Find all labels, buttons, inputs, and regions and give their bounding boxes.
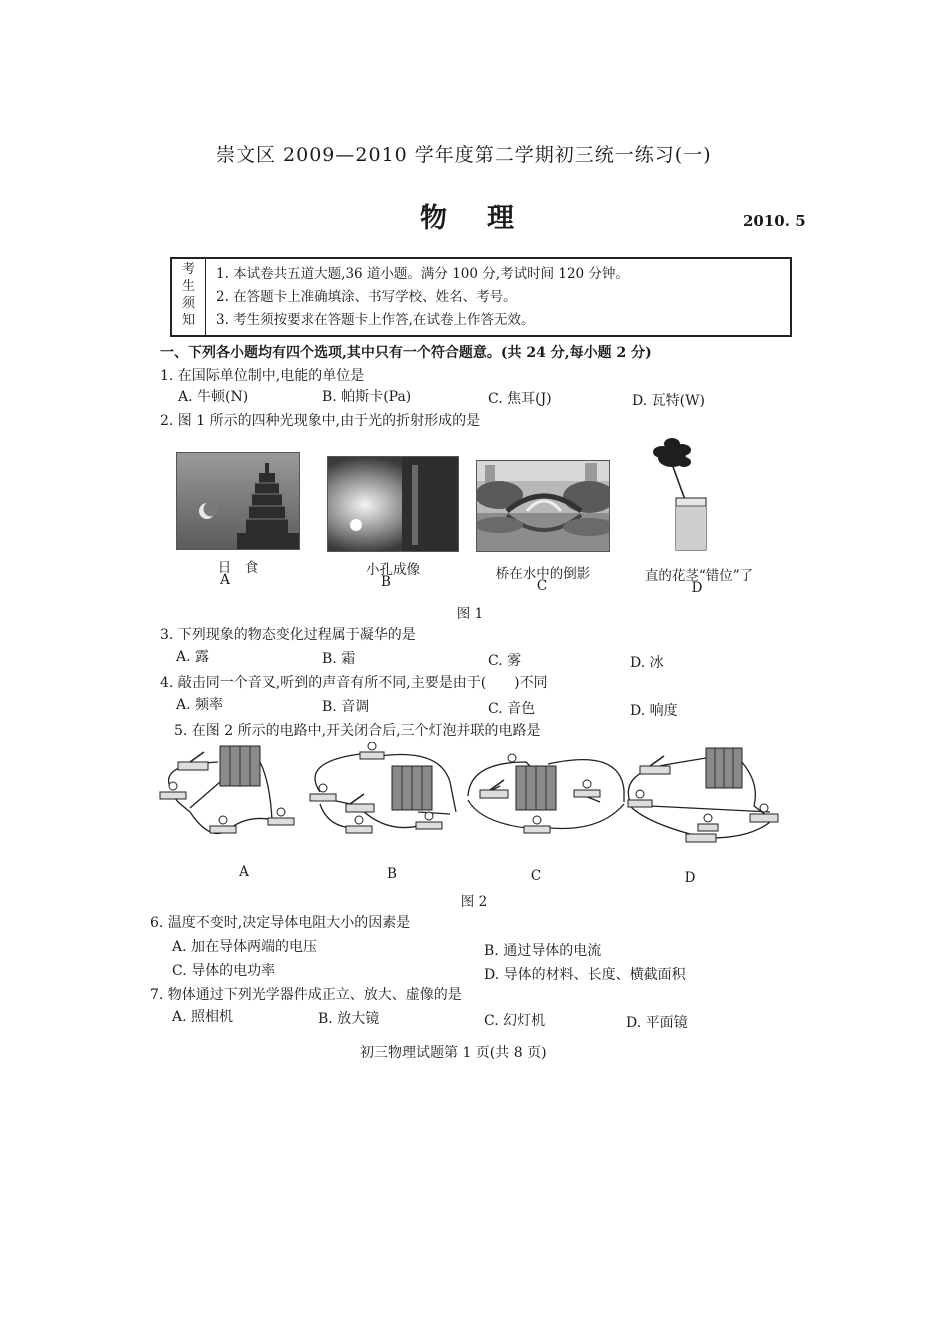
question-6-stem: 6. 温度不变时,决定导体电阻大小的因素是 (150, 915, 411, 931)
q3-option-b: B. 霜 (322, 651, 356, 667)
notice-item: 3. 考生须按要求在答题卡上作答,在试卷上作答无效。 (216, 312, 535, 328)
question-1-stem: 1. 在国际单位制中,电能的单位是 (160, 368, 365, 384)
question-5-stem: 5. 在图 2 所示的电路中,开关闭合后,三个灯泡并联的电路是 (174, 723, 541, 739)
caption-c: 桥在水中的倒影 (495, 566, 591, 582)
question-4-stem: 4. 敲击同一个音叉,听到的声音有所不同,主要是由于( )不同 (160, 675, 548, 691)
notice-item: 1. 本试卷共五道大题,36 道小题。满分 100 分,考试时间 120 分钟。 (216, 266, 629, 282)
exam-date: 2010. 5 (743, 212, 806, 230)
figure-2-circuits (150, 742, 790, 862)
circuit-letter-b: B (387, 866, 397, 882)
notice-items (216, 263, 629, 332)
photo-bridge-reflection (476, 460, 610, 552)
q1-option-c: C. 焦耳(J) (488, 391, 552, 407)
question-3-stem: 3. 下列现象的物态变化过程属于凝华的是 (160, 627, 416, 643)
circuit-letter-d: D (684, 870, 696, 886)
q3-option-a: A. 露 (176, 649, 210, 665)
q6-option-d: D. 导体的材料、长度、横截面积 (484, 967, 686, 983)
q1-option-d: D. 瓦特(W) (632, 393, 705, 409)
caption-b: 小孔成像 (366, 562, 420, 578)
letter-a: A (220, 572, 230, 588)
figure-2-label: 图 2 (460, 894, 488, 910)
page-footer: 初三物理试题第 1 页(共 8 页) (360, 1045, 547, 1061)
notice-label-char: 须 (181, 296, 195, 311)
caption-a: 日 食 (217, 560, 259, 576)
letter-b: B (381, 574, 391, 590)
notice-label-char: 生 (181, 279, 195, 294)
caption-d: 直的花茎“错位”了 (644, 568, 754, 584)
section-heading: 一、下列各小题均有四个选项,其中只有一个符合题意。(共 24 分,每小题 2 分) (160, 345, 652, 361)
notice-box (170, 257, 792, 337)
question-2-stem: 2. 图 1 所示的四种光现象中,由于光的折射形成的是 (160, 413, 481, 429)
question-7-stem: 7. 物体通过下列光学器件成正立、放大、虚像的是 (150, 987, 462, 1003)
q7-option-b: B. 放大镜 (318, 1011, 380, 1027)
q7-option-d: D. 平面镜 (626, 1015, 688, 1031)
q6-option-b: B. 通过导体的电流 (484, 943, 602, 959)
letter-c: C (536, 578, 548, 594)
q7-option-c: C. 幻灯机 (484, 1013, 546, 1029)
subject-title: 物理 (420, 203, 554, 234)
notice-label (172, 259, 206, 335)
q6-option-c: C. 导体的电功率 (172, 963, 276, 979)
notice-label-char: 知 (181, 313, 195, 328)
notice-item: 2. 在答题卡上准确填涂、书写学校、姓名、考号。 (216, 289, 517, 305)
q4-option-a: A. 频率 (176, 697, 224, 713)
photo-flower-in-glass (642, 436, 722, 554)
q4-option-d: D. 响度 (630, 703, 678, 719)
q1-option-b: B. 帕斯卡(Pa) (322, 389, 412, 405)
circuit-letter-c: C (530, 868, 542, 884)
photo-pinhole (327, 456, 459, 552)
circuit-letter-a: A (239, 864, 249, 880)
letter-d: D (691, 580, 703, 596)
q3-option-d: D. 冰 (630, 655, 664, 671)
photo-eclipse (176, 452, 300, 550)
q1-option-a: A. 牛顿(N) (178, 389, 249, 405)
exam-title: 崇文区 2009—2010 学年度第二学期初三统一练习(一) (216, 144, 712, 166)
q4-option-b: B. 音调 (322, 699, 370, 715)
notice-label-char: 考 (181, 262, 195, 277)
q6-option-a: A. 加在导体两端的电压 (172, 939, 318, 955)
q7-option-a: A. 照相机 (172, 1009, 234, 1025)
q3-option-c: C. 雾 (488, 653, 522, 669)
figure-1-label: 图 1 (456, 606, 484, 622)
q4-option-c: C. 音色 (488, 701, 536, 717)
